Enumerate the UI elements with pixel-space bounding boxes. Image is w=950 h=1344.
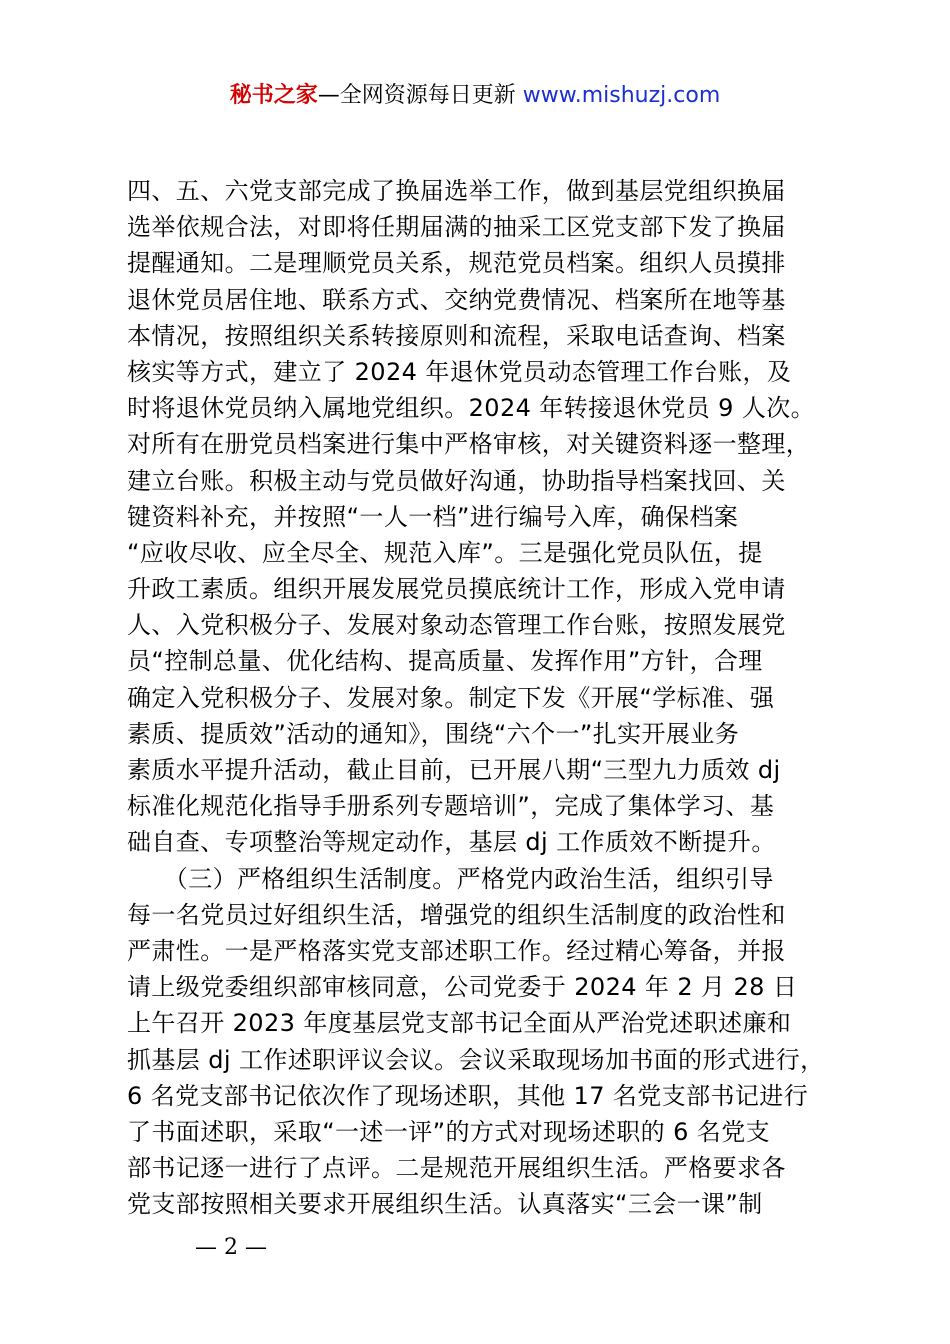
text-line: 提醒通知。二是理顺党员关系，规范党员档案。组织人员摸排 [127, 249, 786, 278]
text-line: 严肃性。一是严格落实党支部述职工作。经过精心筹备，并报 [127, 936, 786, 965]
text-line: 党支部按照相关要求开展组织生活。认真落实“三会一课”制 [127, 1190, 763, 1219]
website-link[interactable]: www.mishuzj.com [522, 83, 721, 108]
text-line: 员“控制总量、优化结构、提高质量、发挥作用”方针，合理 [127, 647, 763, 676]
text-line: 对所有在册党员档案进行集中严格审核，对关键资料逐一整理， [127, 430, 811, 459]
brand-name: 秘书之家 [229, 83, 318, 108]
text-line: “应收尽收、应全尽全、规范入库”。三是强化党员队伍，提 [127, 538, 763, 567]
text-line: 升政工素质。组织开展发展党员摸底统计工作，形成入党申请 [127, 575, 786, 604]
text-line: （三）严格组织生活制度。严格党内政治生活，组织引导 [127, 864, 774, 893]
text-line: 退休党员居住地、联系方式、交纳党费情况、档案所在地等基 [127, 285, 786, 314]
text-line: 四、五、六党支部完成了换届选举工作，做到基层党组织换届 [127, 177, 786, 205]
text-line: 请上级党委组织部审核同意，公司党委于 2024 年 2 月 28 日 [127, 973, 798, 1002]
text-line: 标准化规范化指导手册系列专题培训”，完成了集体学习、基 [127, 792, 775, 821]
text-line: 素质水平提升活动，截止目前，已开展八期“三型九力质效 dj [127, 756, 781, 784]
text-line: 上午召开 2023 年度基层党支部书记全面从严治党述职述廉和 [127, 1009, 792, 1038]
text-line: 核实等方式，建立了 2024 年退休党员动态管理工作台账，及 [127, 357, 792, 386]
text-line: 时将退休党员纳入属地党组织。2024 年转接退休党员 9 人次。 [127, 394, 816, 423]
text-line: 6 名党支部书记依次作了现场述职，其他 17 名党支部书记进行 [127, 1081, 809, 1110]
page-header [0, 80, 950, 112]
header-slogan: —全网资源每日更新 [317, 83, 523, 108]
text-line: 每一名党员过好组织生活，增强党的组织生活制度的政治性和 [127, 900, 786, 929]
text-line: 础自查、专项整治等规定动作，基层 dj 工作质效不断提升。 [127, 828, 776, 857]
text-line: 键资料补充，并按照“一人一档”进行编号入库，确保档案 [127, 502, 739, 531]
text-line: 确定入党积极分子、发展对象。制定下发《开展“学标准、强 [127, 683, 775, 712]
text-line: 本情况，按照组织关系转接原则和流程，采取电话查询、档案 [127, 321, 786, 350]
text-line: 人、入党积极分子、发展对象动态管理工作台账，按照发展党 [127, 611, 786, 640]
text-line: 了书面述职，采取“一述一评”的方式对现场述职的 6 名党支 [127, 1117, 770, 1146]
document-body [127, 173, 847, 1222]
text-line: 素质、提质效”活动的通知》，围绕“六个一”扎实开展业务 [127, 719, 740, 748]
text-line: 建立台账。积极主动与党员做好沟通，协助指导档案找回、关 [127, 466, 786, 495]
text-line: 部书记逐一进行了点评。二是规范开展组织生活。严格要求各 [127, 1154, 786, 1183]
text-line: 抓基层 dj 工作述职评议会议。会议采取现场加书面的形式进行， [127, 1045, 825, 1074]
text-line: 选举依规合法，对即将任期届满的抽采工区党支部下发了换届 [127, 213, 786, 242]
page-number: — 2 — [195, 1235, 267, 1260]
